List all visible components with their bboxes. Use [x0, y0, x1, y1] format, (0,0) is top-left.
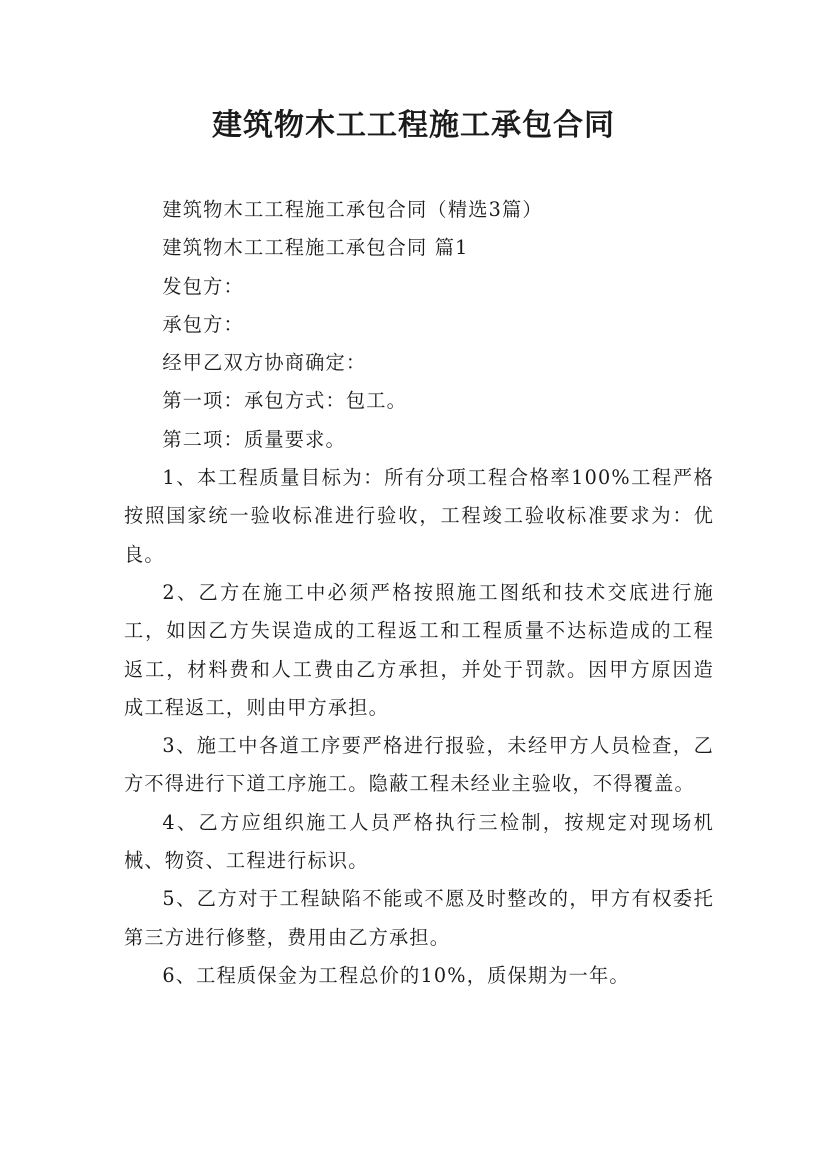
paragraph-item-1: 第一项：承包方式：包工。: [162, 389, 408, 413]
paragraph-party-a: 发包方：: [162, 274, 244, 298]
paragraph-party-b: 承包方：: [162, 312, 244, 336]
paragraph-clause-5: 5、乙方对于工程缺陷不能或不愿及时整改的，甲方有权委托第三方进行修整，费用由乙方承担。: [124, 887, 714, 949]
paragraph-clause-2: 2、乙方在施工中必须严格按照施工图纸和技术交底进行施工，如因乙方失误造成的工程返工和工程质量不达标造成的工程返工，材料费和人工费由乙方承担，并处于罚款。因甲方原因造成工程返工，则由甲方承担。: [124, 580, 714, 719]
paragraph-agreement-intro: 经甲乙双方协商确定：: [162, 351, 367, 375]
paragraph-item-2: 第二项：质量要求。: [162, 427, 346, 451]
document-title: 建筑物木工工程施工承包合同: [212, 108, 615, 143]
paragraph-section-heading: 建筑物木工工程施工承包合同 篇1: [162, 236, 469, 260]
paragraph-subtitle: 建筑物木工工程施工承包合同（精选3篇）: [162, 198, 543, 221]
paragraph-clause-1: 1、本工程质量目标为：所有分项工程合格率100%工程严格按照国家统一验收标准进行验收，工程竣工验收标准要求为：优良。: [124, 466, 714, 566]
paragraph-clause-3: 3、施工中各道工序要严格进行报验，未经甲方人员检查，乙方不得进行下道工序施工。隐蔽工程未经业主验收，不得覆盖。: [124, 734, 714, 796]
paragraph-clause-6: 6、工程质保金为工程总价的10%，质保期为一年。: [162, 963, 630, 987]
document-body: [124, 191, 714, 995]
paragraph-clause-4: 4、乙方应组织施工人员严格执行三检制，按规定对现场机械、物资、工程进行标识。: [124, 810, 714, 873]
